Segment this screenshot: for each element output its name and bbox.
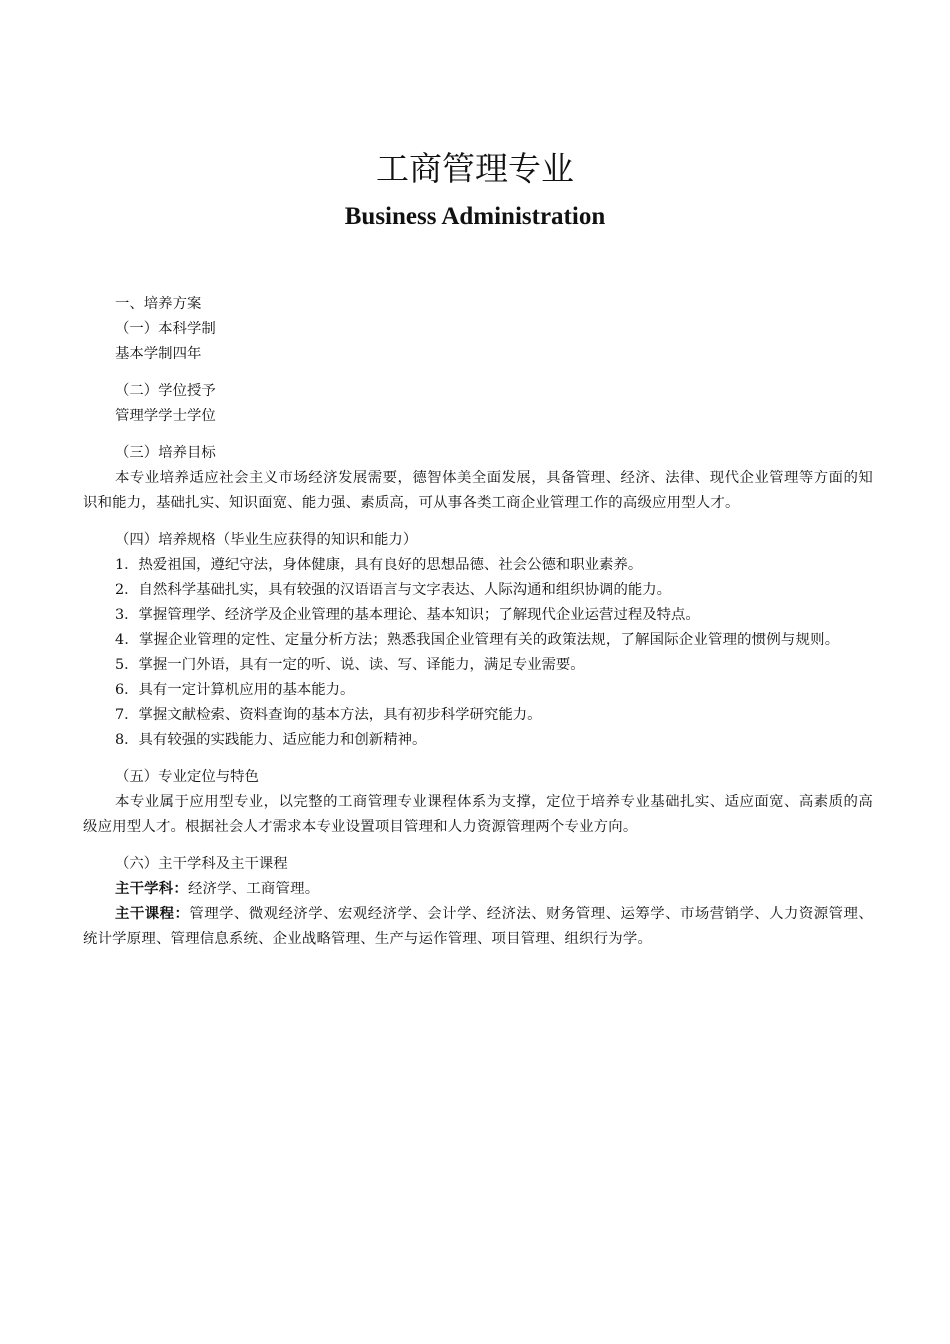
main-courses: [83, 902, 873, 952]
main-disciplines-value: 经济学、工商管理。: [187, 881, 320, 897]
paragraph: 本专业培养适应社会主义市场经济发展需要，德智体美全面发展，具备管理、经济、法律、现代企业管理等方面的知识和能力，基础扎实、知识面宽、能力强、素质高，可从事各类工商企业管理工作的高级应用型人才。: [83, 470, 873, 511]
paragraph: 管理学学士学位: [115, 408, 216, 424]
list-item: 7．掌握文献检索、资料查询的基本方法，具有初步科学研究能力。: [115, 707, 542, 723]
main-disciplines-label: 主干学科：: [115, 881, 188, 897]
list-item: 5．掌握一门外语，具有一定的听、说、读、写、译能力，满足专业需要。: [115, 657, 585, 673]
list-item: 4．掌握企业管理的定性、定量分析方法；熟悉我国企业管理有关的政策法规，了解国际企业管理的惯例与规则。: [115, 632, 840, 648]
subsection-heading: （一）本科学制: [115, 321, 216, 337]
subsection-heading: （六）主干学科及主干课程: [115, 856, 288, 872]
page-title: 工商管理专业: [376, 149, 574, 188]
list-item: 6．具有一定计算机应用的基本能力。: [115, 682, 355, 698]
page-subtitle: Business Administration: [344, 203, 606, 230]
main-courses-value: 管理学、微观经济学、宏观经济学、会计学、经济法、财务管理、运筹学、市场营销学、人力资源管理、统计学原理、管理信息系统、企业战略管理、生产与运作管理、项目管理、组织行为学。: [83, 906, 873, 947]
subsection-heading: （五）专业定位与特色: [115, 769, 259, 785]
list-item: 2．自然科学基础扎实，具有较强的汉语语言与文字表达、人际沟通和组织协调的能力。: [115, 582, 672, 598]
list-item: 1．热爱祖国，遵纪守法，身体健康，具有良好的思想品德、社会公德和职业素养。: [115, 557, 643, 573]
section-heading: 一、培养方案: [115, 296, 202, 312]
subsection-heading: （二）学位授予: [115, 383, 216, 399]
main-disciplines: [83, 877, 873, 902]
list-item: 3．掌握管理学、经济学及企业管理的基本理论、基本知识；了解现代企业运营过程及特点。: [115, 607, 700, 623]
subsection-heading: （三）培养目标: [115, 445, 216, 461]
paragraph: 基本学制四年: [115, 346, 202, 362]
subsection-heading: （四）培养规格（毕业生应获得的知识和能力）: [115, 532, 418, 548]
main-courses-label: 主干课程：: [115, 906, 190, 922]
document-body: [83, 292, 873, 952]
paragraph: 本专业属于应用型专业，以完整的工商管理专业课程体系为支撑，定位于培养专业基础扎实、适应面宽、高素质的高级应用型人才。根据社会人才需求本专业设置项目管理和人力资源管理两个专业方向。: [83, 794, 873, 835]
list-item: 8．具有较强的实践能力、适应能力和创新精神。: [115, 732, 427, 748]
